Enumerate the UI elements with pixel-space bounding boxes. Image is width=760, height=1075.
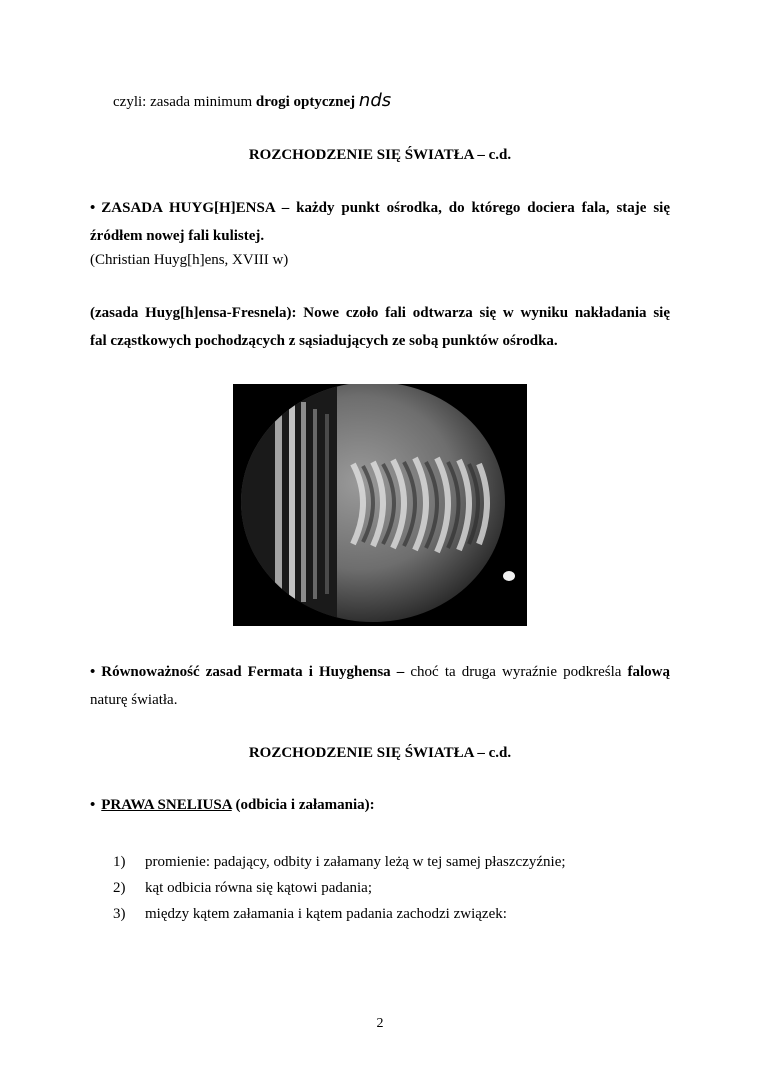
fresnel-line-2 — [90, 333, 558, 350]
page-number: 2 — [376, 1016, 384, 1031]
list-item-number: 1) — [113, 854, 126, 870]
intro-formula: nds — [358, 90, 392, 111]
intro-line — [113, 90, 391, 111]
fresnel-text-2: fal cząstkowych pochodzących z sąsiadujących ze sobą punktów ośrodka. — [90, 333, 558, 349]
equivalence-normal-1: choć ta druga wyraźnie podkreśla — [404, 664, 628, 680]
section-heading-2: ROZCHODZENIE SIĘ ŚWIATŁA – c.d. — [248, 745, 512, 761]
list-item-number: 2) — [113, 880, 126, 896]
snell-title: PRAWA SNELIUSA — [101, 797, 232, 813]
equivalence-line-2: naturę światła. — [90, 692, 178, 708]
equivalence-line-1 — [90, 664, 670, 681]
huygens-line-1 — [90, 200, 670, 217]
section-heading-1: ROZCHODZENIE SIĘ ŚWIATŁA – c.d. — [248, 147, 512, 163]
equivalence-bold-1: Równoważność zasad Fermata i Huyghensa – — [101, 664, 405, 680]
list-item-text: między kątem załamania i kątem padania zachodzi związek: — [145, 906, 507, 922]
huygens-text-2: źródłem nowej fali kulistej. — [90, 228, 265, 244]
wave-interference-photo — [233, 384, 527, 626]
list-item-number: 3) — [113, 906, 126, 922]
snell-subtitle: (odbicia i załamania): — [231, 797, 375, 813]
snell-heading — [90, 797, 375, 814]
intro-prefix: czyli: zasada minimum — [113, 94, 256, 110]
wave-interference-image — [233, 384, 527, 626]
list-item-text: kąt odbicia równa się kątowi padania; — [145, 880, 373, 896]
huygens-text-1: ZASADA HUYG[H]ENSA – każdy punkt ośrodka, do którego dociera fala, staje się — [101, 200, 670, 216]
equivalence-bold-2: falową — [627, 664, 671, 680]
fresnel-line-1 — [90, 305, 670, 322]
bullet-icon: • — [90, 797, 96, 813]
intro-bold: drogi optycznej — [255, 94, 356, 110]
fresnel-text-1: (zasada Huyg[h]ensa-Fresnela): Nowe czoło fali odtwarza się w wyniku nakładania się — [90, 305, 670, 321]
bullet-icon: • — [90, 200, 96, 216]
bullet-icon: • — [90, 664, 96, 680]
list-item-text: promienie: padający, odbity i załamany leżą w tej samej płaszczyźnie; — [145, 854, 566, 870]
huygens-attribution: (Christian Huyg[h]ens, XVIII w) — [90, 252, 289, 268]
huygens-line-2 — [90, 228, 264, 245]
